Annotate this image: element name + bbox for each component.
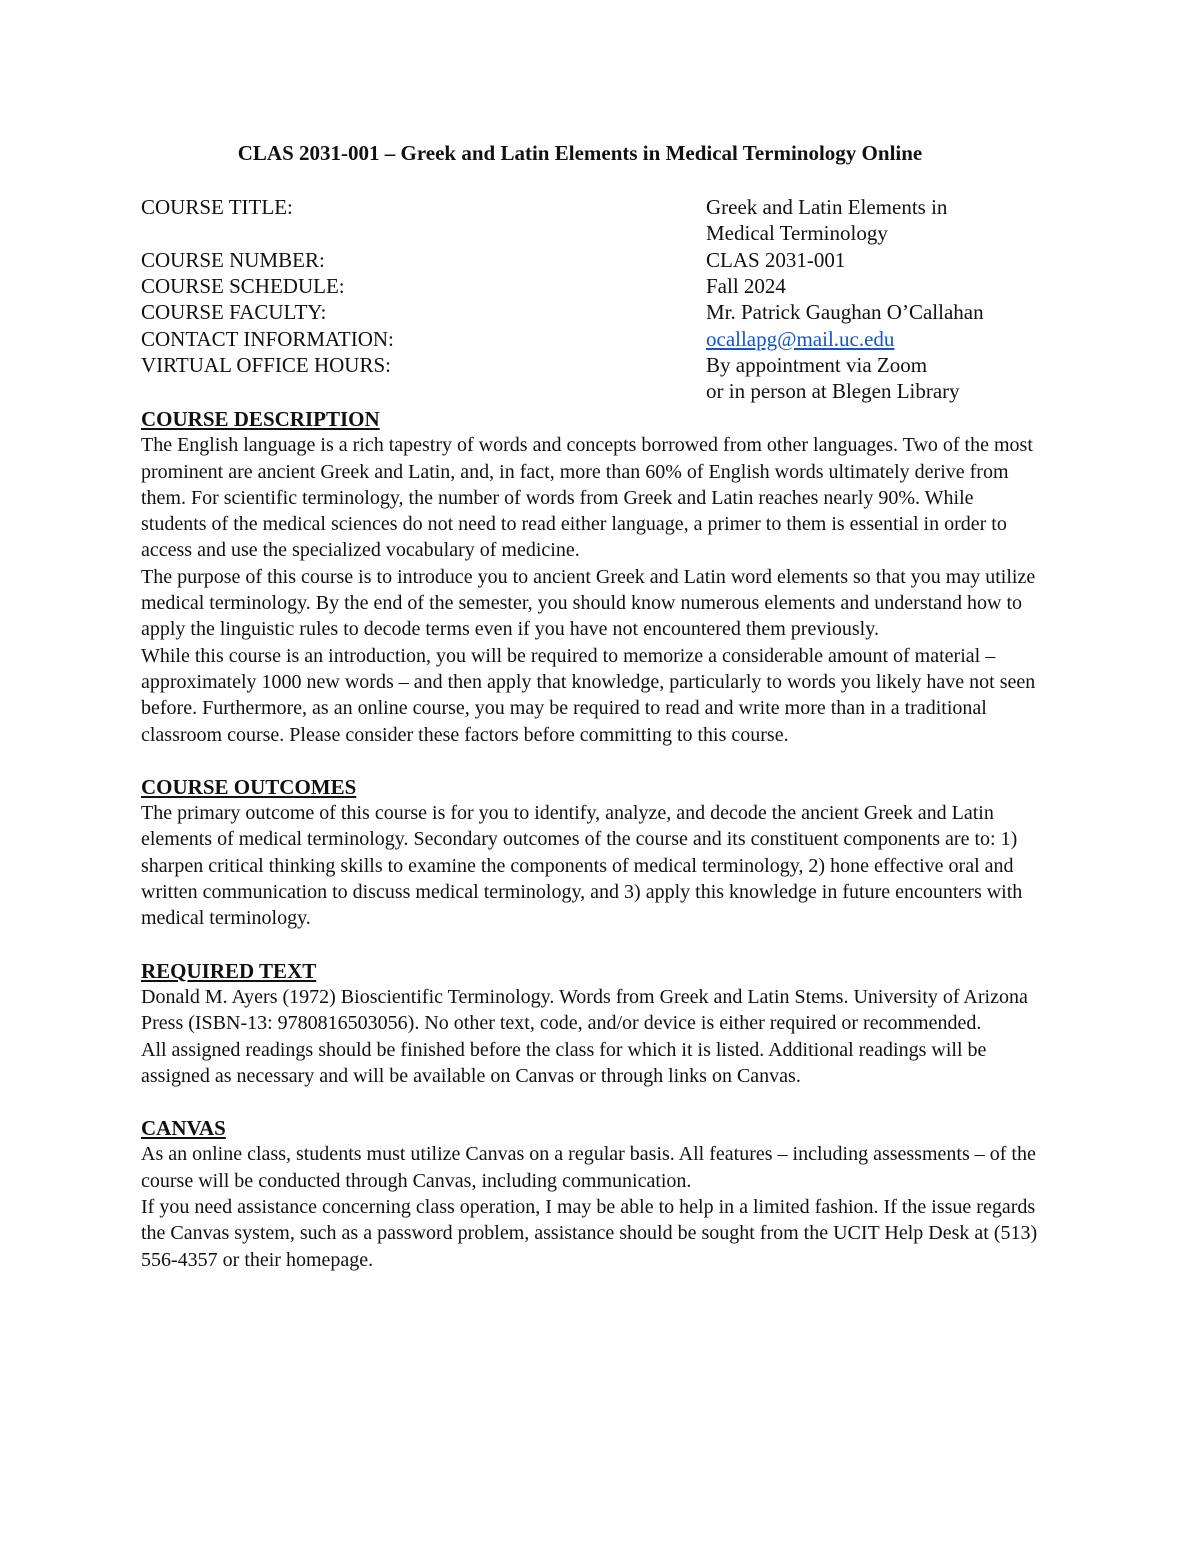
- syllabus-page: [141, 139, 1041, 1273]
- section-heading: COURSE OUTCOMES: [141, 774, 357, 799]
- section-required-text: [141, 958, 1041, 1089]
- paragraph: As an online class, students must utilize Canvas on a regular basis. All features – including assessments – of the course will be conducted through Canvas, including communication.: [141, 1143, 1036, 1192]
- info-row-course-title: [141, 194, 1041, 246]
- paragraph: All assigned readings should be finished before the class for which it is listed. Additional readings will be assigned as necessary and will be available on Canvas or through links on Canvas.: [141, 1038, 987, 1087]
- paragraph: The English language is a rich tapestry of words and concepts borrowed from other languages. Two of the most prominent are ancient Greek and Latin, and, in fact, more than 60% of English words ultimately derive from them. For scientific terminology, the number of words from Greek and Latin reaches nearly 90%. While students of the medical sciences do not need to read either language, a primer to them is essential in order to access and use the specialized vocabulary of medicine.: [141, 434, 1033, 562]
- paragraph: If you need assistance concerning class operation, I may be able to help in a limited fashion. If the issue regards the Canvas system, such as a password problem, assistance should be sought from the UCIT Help Desk at (513) 556-4357 or their homepage.: [141, 1196, 1038, 1271]
- info-label: COURSE FACULTY:: [141, 300, 327, 325]
- info-row-contact-information: [141, 326, 1041, 352]
- info-value: [706, 326, 894, 352]
- contact-email-link[interactable]: ocallapg@mail.uc.edu: [706, 326, 895, 351]
- section-course-outcomes: [141, 774, 1041, 932]
- section-heading: COURSE DESCRIPTION: [141, 407, 380, 431]
- spacer: [141, 1089, 1041, 1115]
- info-label: VIRTUAL OFFICE HOURS:: [141, 352, 391, 377]
- info-value: Mr. Patrick Gaughan O’Callahan: [706, 300, 984, 325]
- info-label: COURSE TITLE:: [141, 195, 293, 219]
- info-value: Medical Terminology: [706, 221, 888, 246]
- info-value: or in person at Blegen Library: [706, 379, 960, 404]
- document-title: CLAS 2031-001 – Greek and Latin Elements in Medical Terminology Online: [237, 141, 923, 165]
- spacer: [141, 932, 1041, 958]
- paragraph: While this course is an introduction, you will be required to memorize a considerable amount of material – approximately 1000 new words – and then apply that knowledge, particularly to words you likely have not seen before. Furthermore, as an online course, you may be required to read and write more than in a traditional classroom course. Please consider these factors before committing to this course.: [141, 644, 1036, 746]
- info-label: COURSE SCHEDULE:: [141, 273, 345, 298]
- section-heading: CANVAS: [141, 1116, 226, 1141]
- info-value: Greek and Latin Elements in: [706, 195, 948, 219]
- info-value: CLAS 2031-001: [706, 247, 846, 272]
- section-course-description: [141, 406, 1041, 748]
- info-row-course-number: [141, 247, 1041, 273]
- spacer: [141, 748, 1041, 774]
- info-row-course-faculty: [141, 299, 1041, 325]
- info-label: COURSE NUMBER:: [141, 247, 325, 272]
- info-label: CONTACT INFORMATION:: [141, 326, 394, 351]
- paragraph: The primary outcome of this course is for you to identify, analyze, and decode the ancient Greek and Latin elements of medical terminology. Secondary outcomes of the course and its constituent components are to: 1) sharpen critical thinking skills to examine the components of medical terminology, 2) hone effective oral and written communication to discuss medical terminology, and 3) apply this knowledge in future encounters with medical terminology.: [141, 802, 1023, 930]
- info-value: Fall 2024: [706, 273, 786, 298]
- info-value: By appointment via Zoom: [706, 352, 928, 377]
- paragraph: Donald M. Ayers (1972) Bioscientific Terminology. Words from Greek and Latin Stems. University of Arizona Press (ISBN-13: 9780816503056). No other text, code, and/or device is either required or recommended.: [141, 985, 1028, 1035]
- section-canvas: [141, 1115, 1041, 1273]
- section-heading: REQUIRED TEXT: [141, 958, 317, 983]
- info-row-office-hours: [141, 352, 1041, 404]
- course-info-table: [141, 194, 1041, 406]
- paragraph: The purpose of this course is to introduce you to ancient Greek and Latin word elements so that you may utilize medical terminology. By the end of the semester, you should know numerous elements and understand how to apply the linguistic rules to decode terms even if you have not encountered them previously.: [141, 565, 1036, 641]
- info-row-course-schedule: [141, 273, 1041, 299]
